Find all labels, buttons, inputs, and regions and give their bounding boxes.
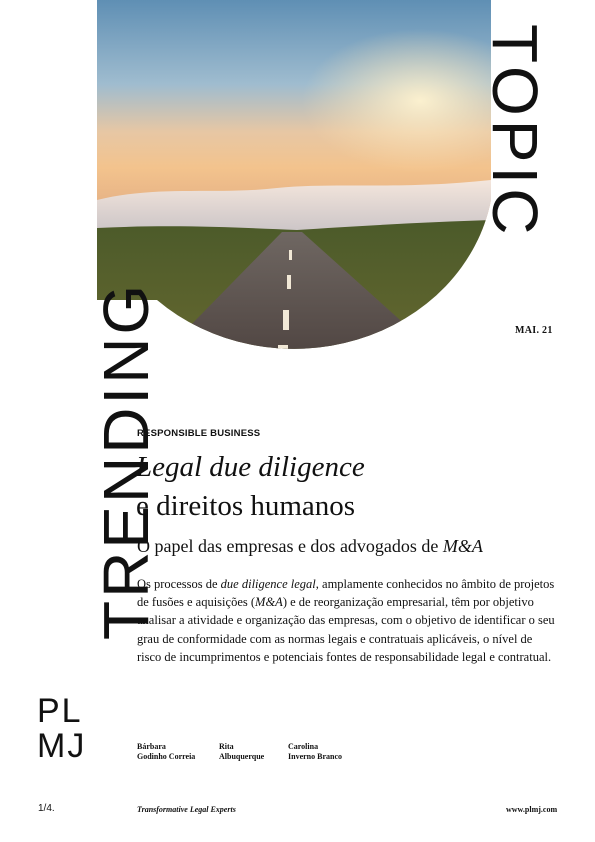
body-italic-2: M&A xyxy=(255,595,283,610)
body-text-1: Os processos de xyxy=(137,577,221,591)
page-number: 1/4. xyxy=(38,803,55,814)
author-2-first: Rita xyxy=(219,742,234,751)
section-label: RESPONSIBLE BUSINESS xyxy=(137,428,261,439)
author-1 xyxy=(137,742,195,762)
masthead-left xyxy=(38,140,162,640)
masthead-topic: TOPIC xyxy=(479,24,551,239)
plmj-logo xyxy=(37,694,101,760)
subtitle-text: O papel das empresas e dos advogados de xyxy=(137,536,443,556)
title-line-2: e direitos humanos xyxy=(136,490,356,522)
body-text-2: , amplamente conhecidos no âmbito de projetos de fusões e aquisições ( xyxy=(137,577,555,610)
website-link[interactable]: www.plmj.com xyxy=(506,805,558,814)
title-line-1: Legal due diligence xyxy=(136,451,365,483)
author-3 xyxy=(288,742,342,762)
masthead-trending: TRENDING xyxy=(90,281,162,640)
author-3-last: Inverno Branco xyxy=(288,752,342,761)
logo-line-2: MJ xyxy=(37,727,87,760)
author-3-first: Carolina xyxy=(288,742,319,751)
body-italic-1: due diligence legal xyxy=(220,577,316,591)
subtitle xyxy=(137,535,483,557)
author-1-last: Godinho Correia xyxy=(137,752,196,761)
author-1-first: Bárbara xyxy=(137,742,166,751)
body-text-3: ) e de reorganização empresarial, têm por objetivo analisar a atividade e organização das empresas, com o objetivo de identificar o seu grau de conformidade com as normas legais e contratuais aplicáveis, o nível de risco de incumprimentos e potenciais fontes de responsabilidade legal e contratual. xyxy=(137,595,555,664)
body-paragraph xyxy=(137,575,557,666)
author-2 xyxy=(219,742,264,762)
author-2-last: Albuquerque xyxy=(219,752,265,761)
footer-tagline: Transformative Legal Experts xyxy=(137,805,236,814)
masthead-right xyxy=(479,24,552,314)
logo-line-1: PL xyxy=(37,694,83,730)
subtitle-italic: M&A xyxy=(442,536,483,556)
issue-date: MAI. 21 xyxy=(515,325,553,336)
